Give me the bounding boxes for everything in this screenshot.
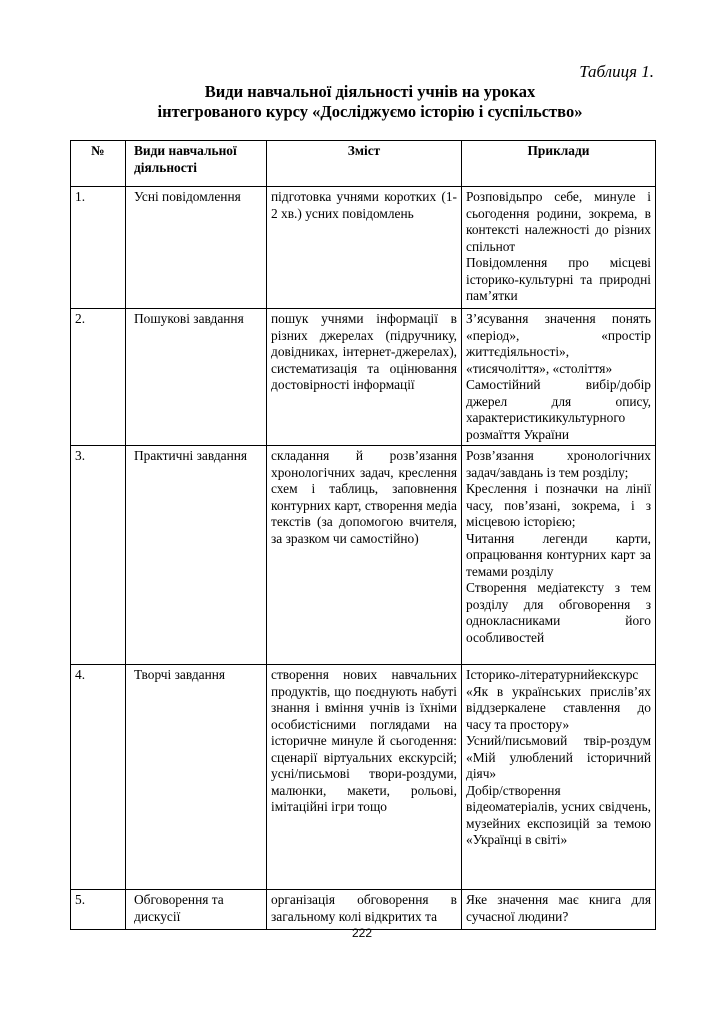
table-caption: Таблиця 1.: [579, 62, 654, 81]
table-row: [71, 890, 656, 930]
example-item: Створення медіатексту з тем розділу для обговорення з однокласниками його особливостей: [466, 580, 651, 645]
page-number: 222: [351, 926, 373, 940]
example-item: Повідомлення про місцеві історико-культурні та природні пам’ятки: [466, 255, 651, 303]
row-activity-type: Усні повідомлення: [126, 187, 267, 309]
example-item: Добір/створення відеоматеріалів, усних свідчень, музейних експозицій за темою «Українці в світі»: [466, 782, 651, 847]
row-number: 3.: [71, 446, 126, 665]
row-activity-type: Практичні завдання: [126, 446, 267, 665]
row-content: організація обговорення в загальному колі відкритих та: [267, 890, 462, 930]
table-title-line-2: інтегрованого курсу «Досліджуємо історію і суспільство»: [157, 102, 583, 121]
table-row: [71, 446, 656, 665]
table-title: [80, 82, 660, 122]
table-row: [71, 309, 656, 446]
example-item: Історико-літературнийекскурс «Як в українських прислів’ях віддзеркалене ставлення до часу та простору»: [466, 667, 651, 732]
row-activity-type: Творчі завдання: [126, 665, 267, 890]
example-item: Розповідьпро себе, минуле і сьогодення родини, зокрема, в контексті належності до різних спільнот: [466, 189, 651, 254]
example-item: Читання легенди карти, опрацювання контурних карт за темами розділу: [466, 530, 651, 579]
table-row: [71, 665, 656, 890]
row-activity-type: Пошукові завдання: [126, 309, 267, 446]
example-item: Креслення і позначки на лінії часу, пов’язані, зокрема, і з місцевою історією;: [466, 481, 651, 529]
row-number: 5.: [71, 890, 126, 930]
row-number: 4.: [71, 665, 126, 890]
example-item: Розв’язання хронологічних задач/завдань із тем розділу;: [466, 448, 651, 480]
example-item: Яке значення має книга для сучасної людини?: [466, 892, 651, 924]
table-row: [71, 187, 656, 309]
row-examples: [462, 446, 656, 665]
row-examples: [462, 187, 656, 309]
header-number: №: [71, 141, 126, 187]
row-examples: [462, 309, 656, 446]
example-item: Усний/письмовий твір-роздум «Мій улюблений історичний діяч»: [466, 733, 651, 781]
row-content: пошук учнями інформації в різних джерелах (підручнику, довідниках, інтернет-джерелах), систематизація та оцінювання достовірності інформації: [267, 309, 462, 446]
header-content: Зміст: [267, 141, 462, 187]
table-header-row: [71, 141, 656, 187]
example-item: Самостійний вибір/добір джерел для опису, характеристикикультурного розмаїття України: [466, 377, 651, 442]
row-examples: [462, 890, 656, 930]
row-number: 1.: [71, 187, 126, 309]
table-title-line-1: Види навчальної діяльності учнів на уроках: [204, 82, 536, 101]
row-content: створення нових навчальних продуктів, що поєднують набуті знання і вміння учнів із їхніми особистісними поглядами на історичне минуле й сьогодення: сценарії віртуальних екскурсій; усні/письмові твори-роздуми, малюнки, макети, рольові, імітаційні ігри тощо: [267, 665, 462, 890]
header-examples: Приклади: [462, 141, 656, 187]
row-content: підготовка учнями коротких (1-2 хв.) усних повідомлень: [267, 187, 462, 309]
row-examples: [462, 665, 656, 890]
example-item: З’ясування значення понять «період», «простір життєдіяльності», «тисячоліття», «століття»: [466, 311, 651, 376]
activities-table: [70, 140, 656, 930]
row-activity-type: Обговорення та дискусії: [126, 890, 267, 930]
row-number: 2.: [71, 309, 126, 446]
row-content: складання й розв’язання хронологічних задач, креслення схем і таблиць, заповнення контурних карт, створення медіа текстів (за допомогою вчителя, за зразком чи самостійно): [267, 446, 462, 665]
header-activity-type: Види навчальної діяльності: [126, 141, 267, 187]
